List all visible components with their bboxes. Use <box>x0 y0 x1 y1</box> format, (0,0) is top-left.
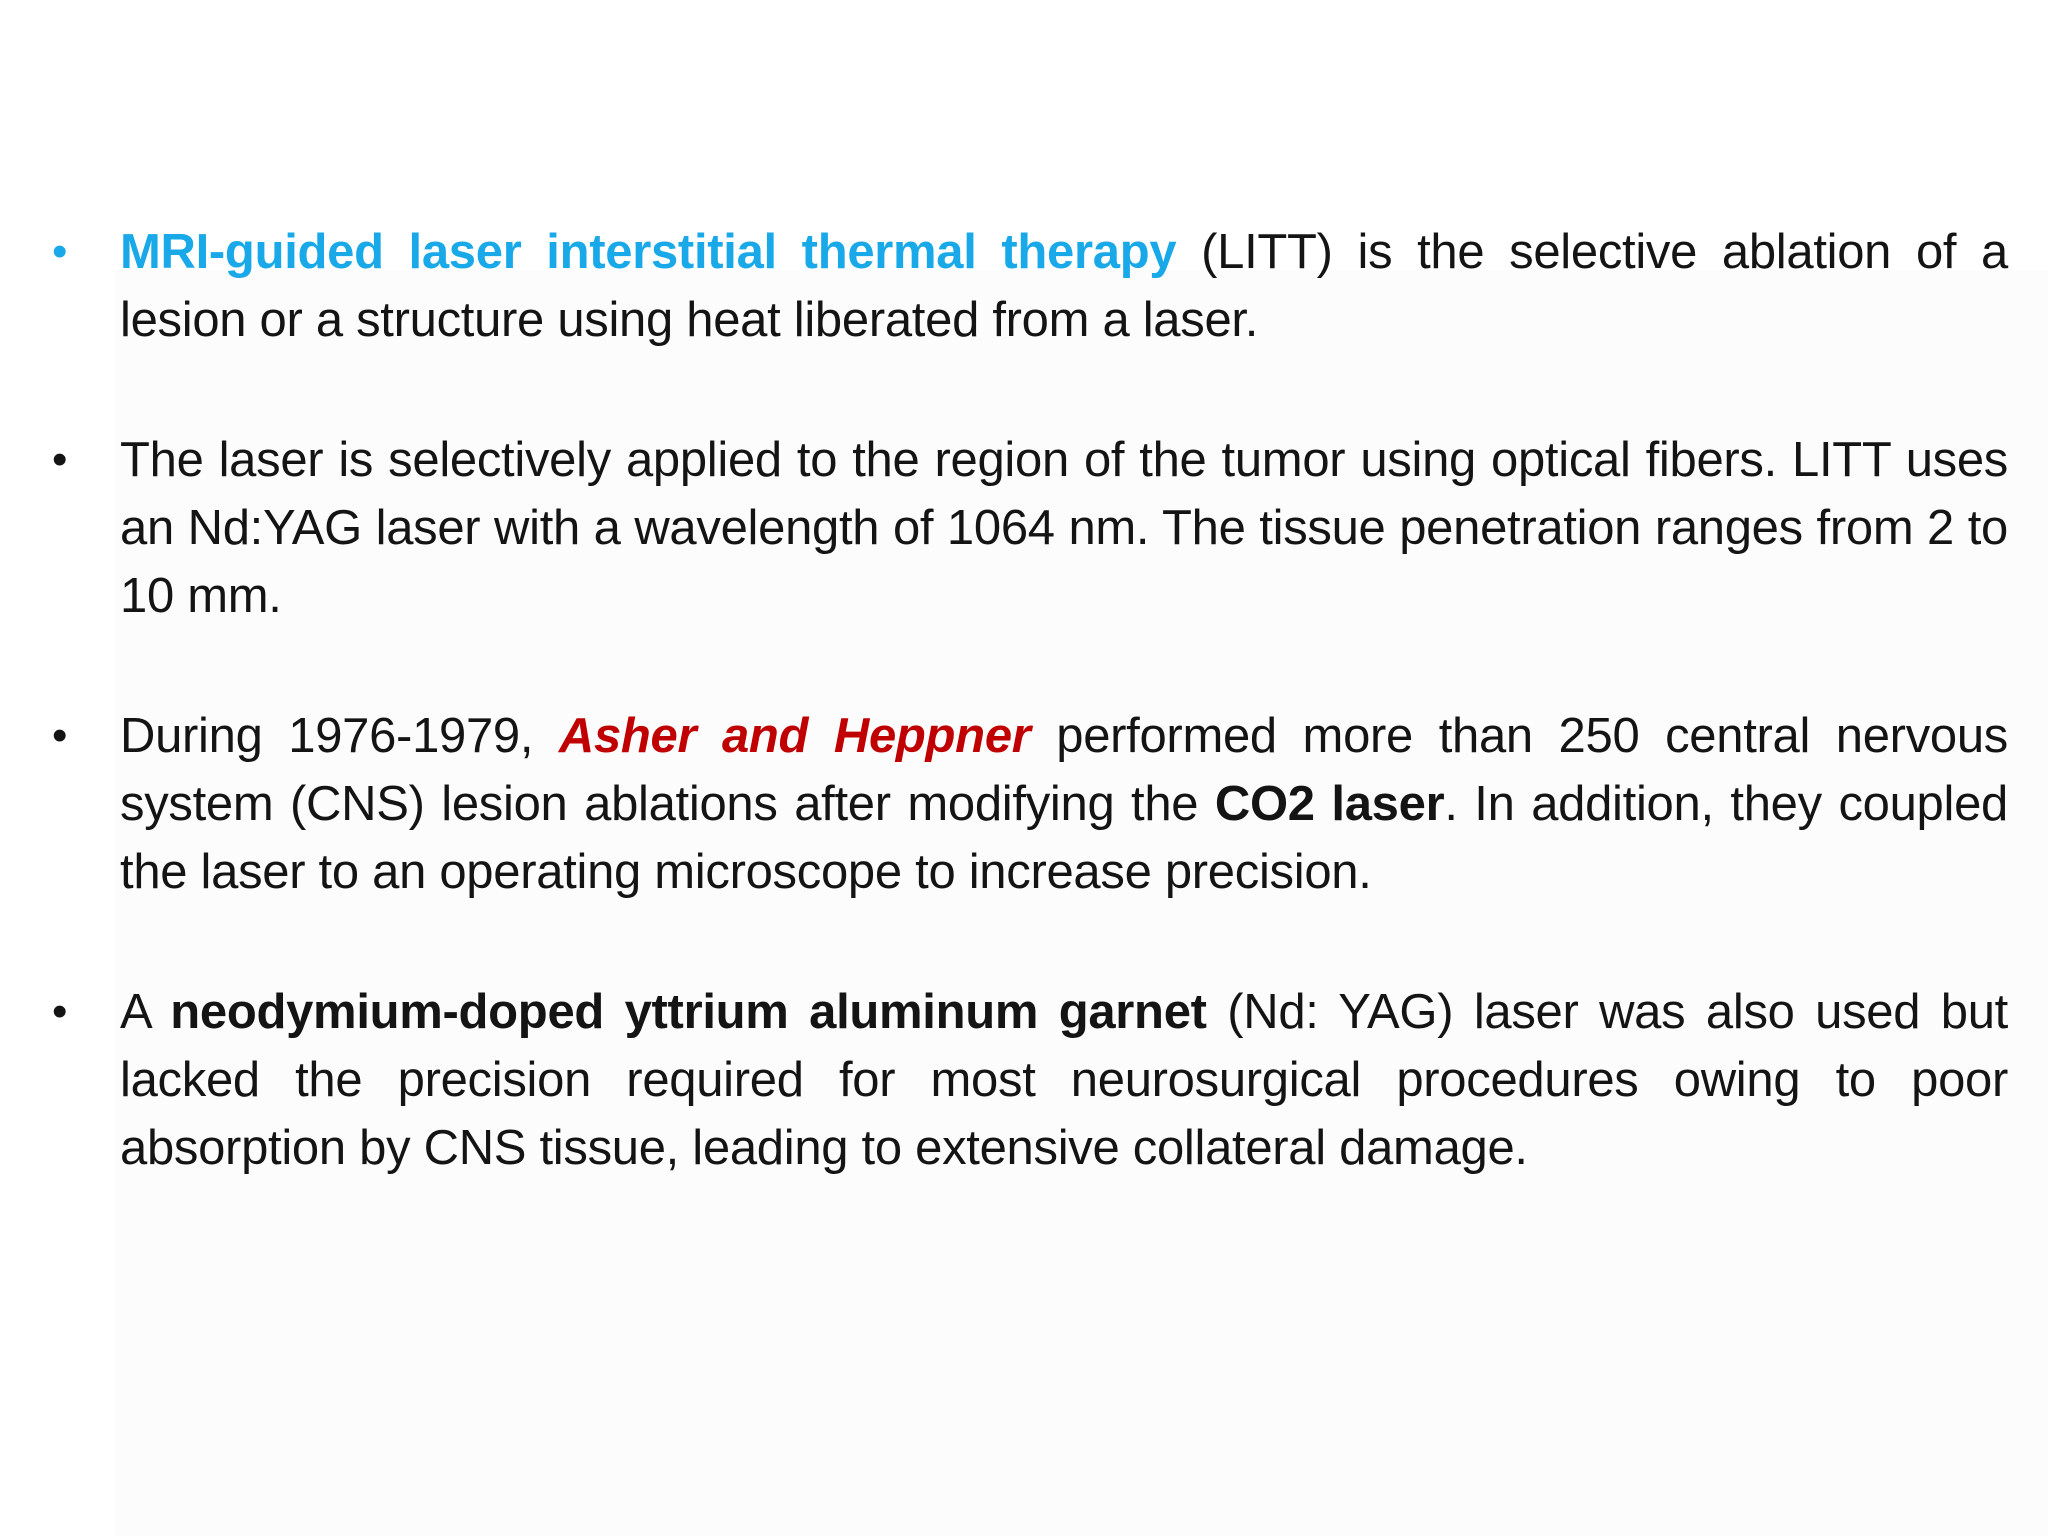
bullet-text-nd-yag <box>120 978 2008 1182</box>
bullet-item-nd-yag <box>50 978 2010 1182</box>
bullet-item-laser-application <box>50 426 2010 630</box>
bold-co2-laser: CO2 laser <box>1214 777 1445 831</box>
bullet-text-laser-application: The laser is selectively applied to the region of the tumor using optical fibers. LITT uses an Nd:YAG laser with a wavelength of 1064 nm. The tissue penetration ranges from 2 to 10 mm. <box>120 433 2008 623</box>
bullet-list <box>50 218 2010 1254</box>
bold-nd-yag-term: neodymium-doped yttrium aluminum garnet <box>170 985 1207 1039</box>
bullet-body-text: (Nd: YAG) laser was also used but lacked the precision required for most neurosurgical procedures owing to poor absorption by CNS tissue, leading to extensive collateral damage. <box>120 985 2008 1175</box>
bullet-body-text: performed more than 250 central nervous system (CNS) lesion ablations after modifying the <box>120 709 2008 831</box>
bullet-point-icon: • <box>52 987 68 1036</box>
bullet-text-litt-definition <box>120 218 2008 354</box>
bullet-text-history <box>120 702 2008 906</box>
highlight-litt-term: MRI-guided laser interstitial thermal therapy <box>120 225 1177 279</box>
bullet-point-icon: • <box>52 435 68 484</box>
highlight-researchers: Asher and Heppner <box>558 709 1031 763</box>
bullet-body-text: (LITT) is the selective ablation of a lesion or a structure using heat liberated from a laser. <box>120 225 2008 347</box>
bullet-body-text: . In addition, they coupled the laser to an operating microscope to increase precision. <box>120 777 2008 899</box>
bullet-body-text: During 1976-1979, <box>120 709 559 763</box>
bullet-item-litt-definition <box>50 218 2010 354</box>
bullet-point-icon: • <box>52 227 68 276</box>
bullet-body-text: A <box>120 985 171 1039</box>
bullet-point-icon: • <box>52 711 68 760</box>
bullet-item-history <box>50 702 2010 906</box>
